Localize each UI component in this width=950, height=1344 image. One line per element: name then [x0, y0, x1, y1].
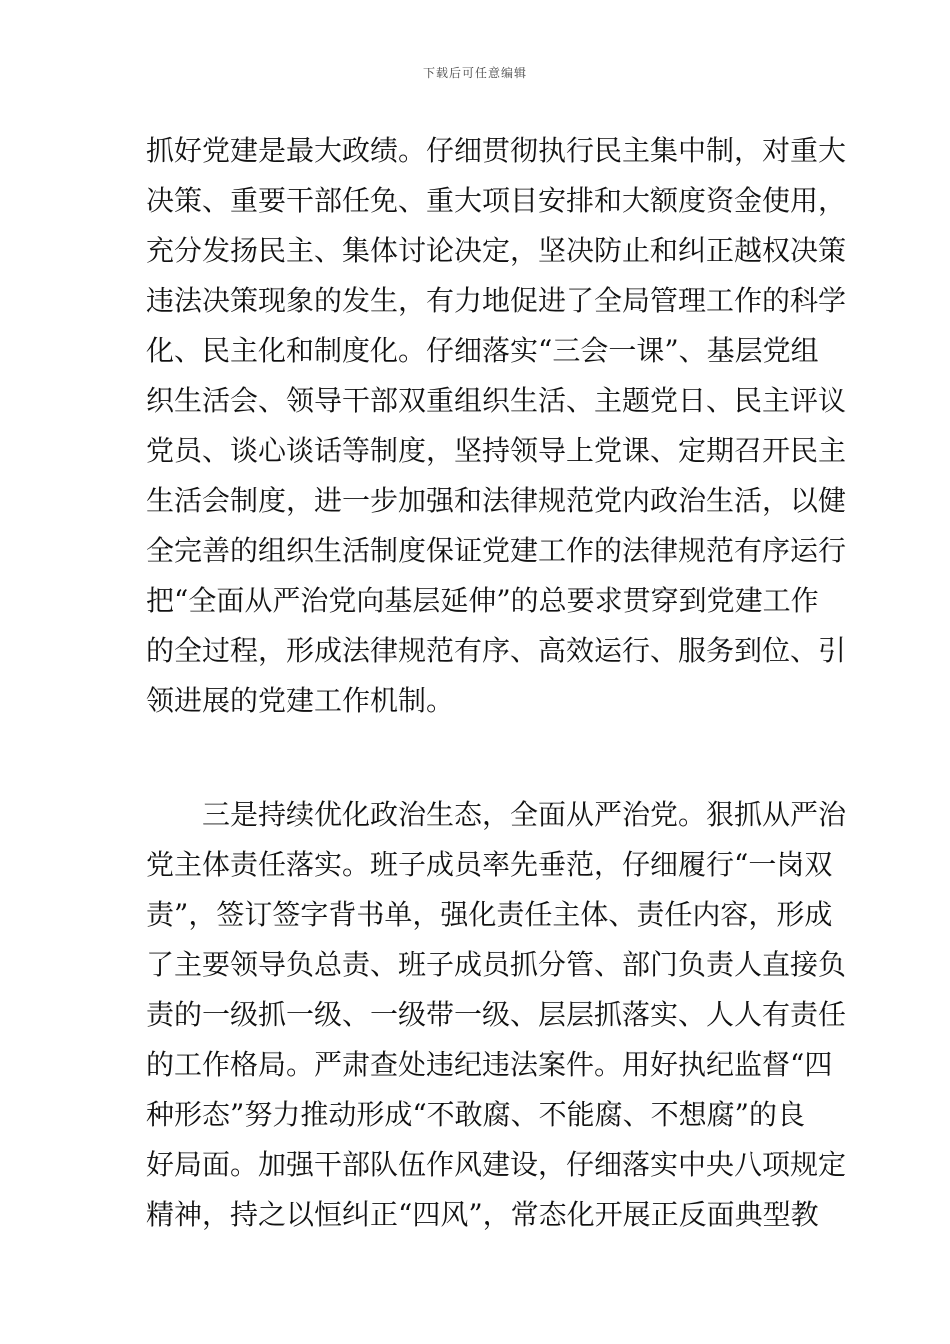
paragraph-1 — [146, 126, 847, 726]
text-line: 领进展的党建工作机制。 — [146, 684, 455, 717]
text-line: 了主要领导负总责、班子成员抓分管、部门负责人直接负 — [146, 948, 847, 981]
text-line: 织生活会、领导干部双重组织生活、主题党日、民主评议 — [146, 384, 847, 417]
text-line: 责的一级抓一级、一级带一级、层层抓落实、人人有责任 — [146, 998, 847, 1031]
text-line: 党员、谈心谈话等制度，坚持领导上党课、定期召开民主 — [146, 434, 847, 467]
text-line-indented: 三是持续优化政治生态，全面从严治党。狠抓从严治 — [202, 798, 847, 831]
text-line: 抓好党建是最大政绩。仔细贯彻执行民主集中制，对重大 — [146, 134, 847, 167]
text-line: 党主体责任落实。班子成员率先垂范，仔细履行“一岗双 — [146, 848, 833, 881]
document-body — [146, 126, 847, 1240]
text-line: 违法决策现象的发生，有力地促进了全局管理工作的科学 — [146, 284, 847, 317]
text-line: 责”，签订签字背书单，强化责任主体、责任内容，形成 — [146, 898, 833, 931]
text-line: 好局面。加强干部队伍作风建设，仔细落实中央八项规定 — [146, 1148, 847, 1181]
text-line: 的全过程，形成法律规范有序、高效运行、服务到位、引 — [146, 634, 847, 667]
text-line: 精神，持之以恒纠正“四风”，常态化开展正反面典型教 — [146, 1198, 819, 1231]
text-line: 充分发扬民主、集体讨论决定，坚决防止和纠正越权决策 — [146, 234, 847, 267]
page-header-note: 下载后可任意编辑 — [422, 66, 527, 80]
text-line: 的工作格局。严肃查处违纪违法案件。用好执纪监督“四 — [146, 1048, 833, 1081]
paragraph-2 — [146, 790, 847, 1240]
text-line: 全完善的组织生活制度保证党建工作的法律规范有序运行 — [146, 534, 847, 567]
text-line: 化、民主化和制度化。仔细落实“三会一课”、基层党组 — [146, 334, 819, 367]
text-line: 把“全面从严治党向基层延伸”的总要求贯穿到党建工作 — [146, 584, 819, 617]
text-line: 种形态”努力推动形成“不敢腐、不能腐、不想腐”的良 — [146, 1098, 805, 1131]
text-line: 生活会制度，进一步加强和法律规范党内政治生活，以健 — [146, 484, 847, 517]
paragraph-spacer — [146, 726, 806, 790]
text-line: 决策、重要干部任免、重大项目安排和大额度资金使用， — [146, 184, 847, 217]
